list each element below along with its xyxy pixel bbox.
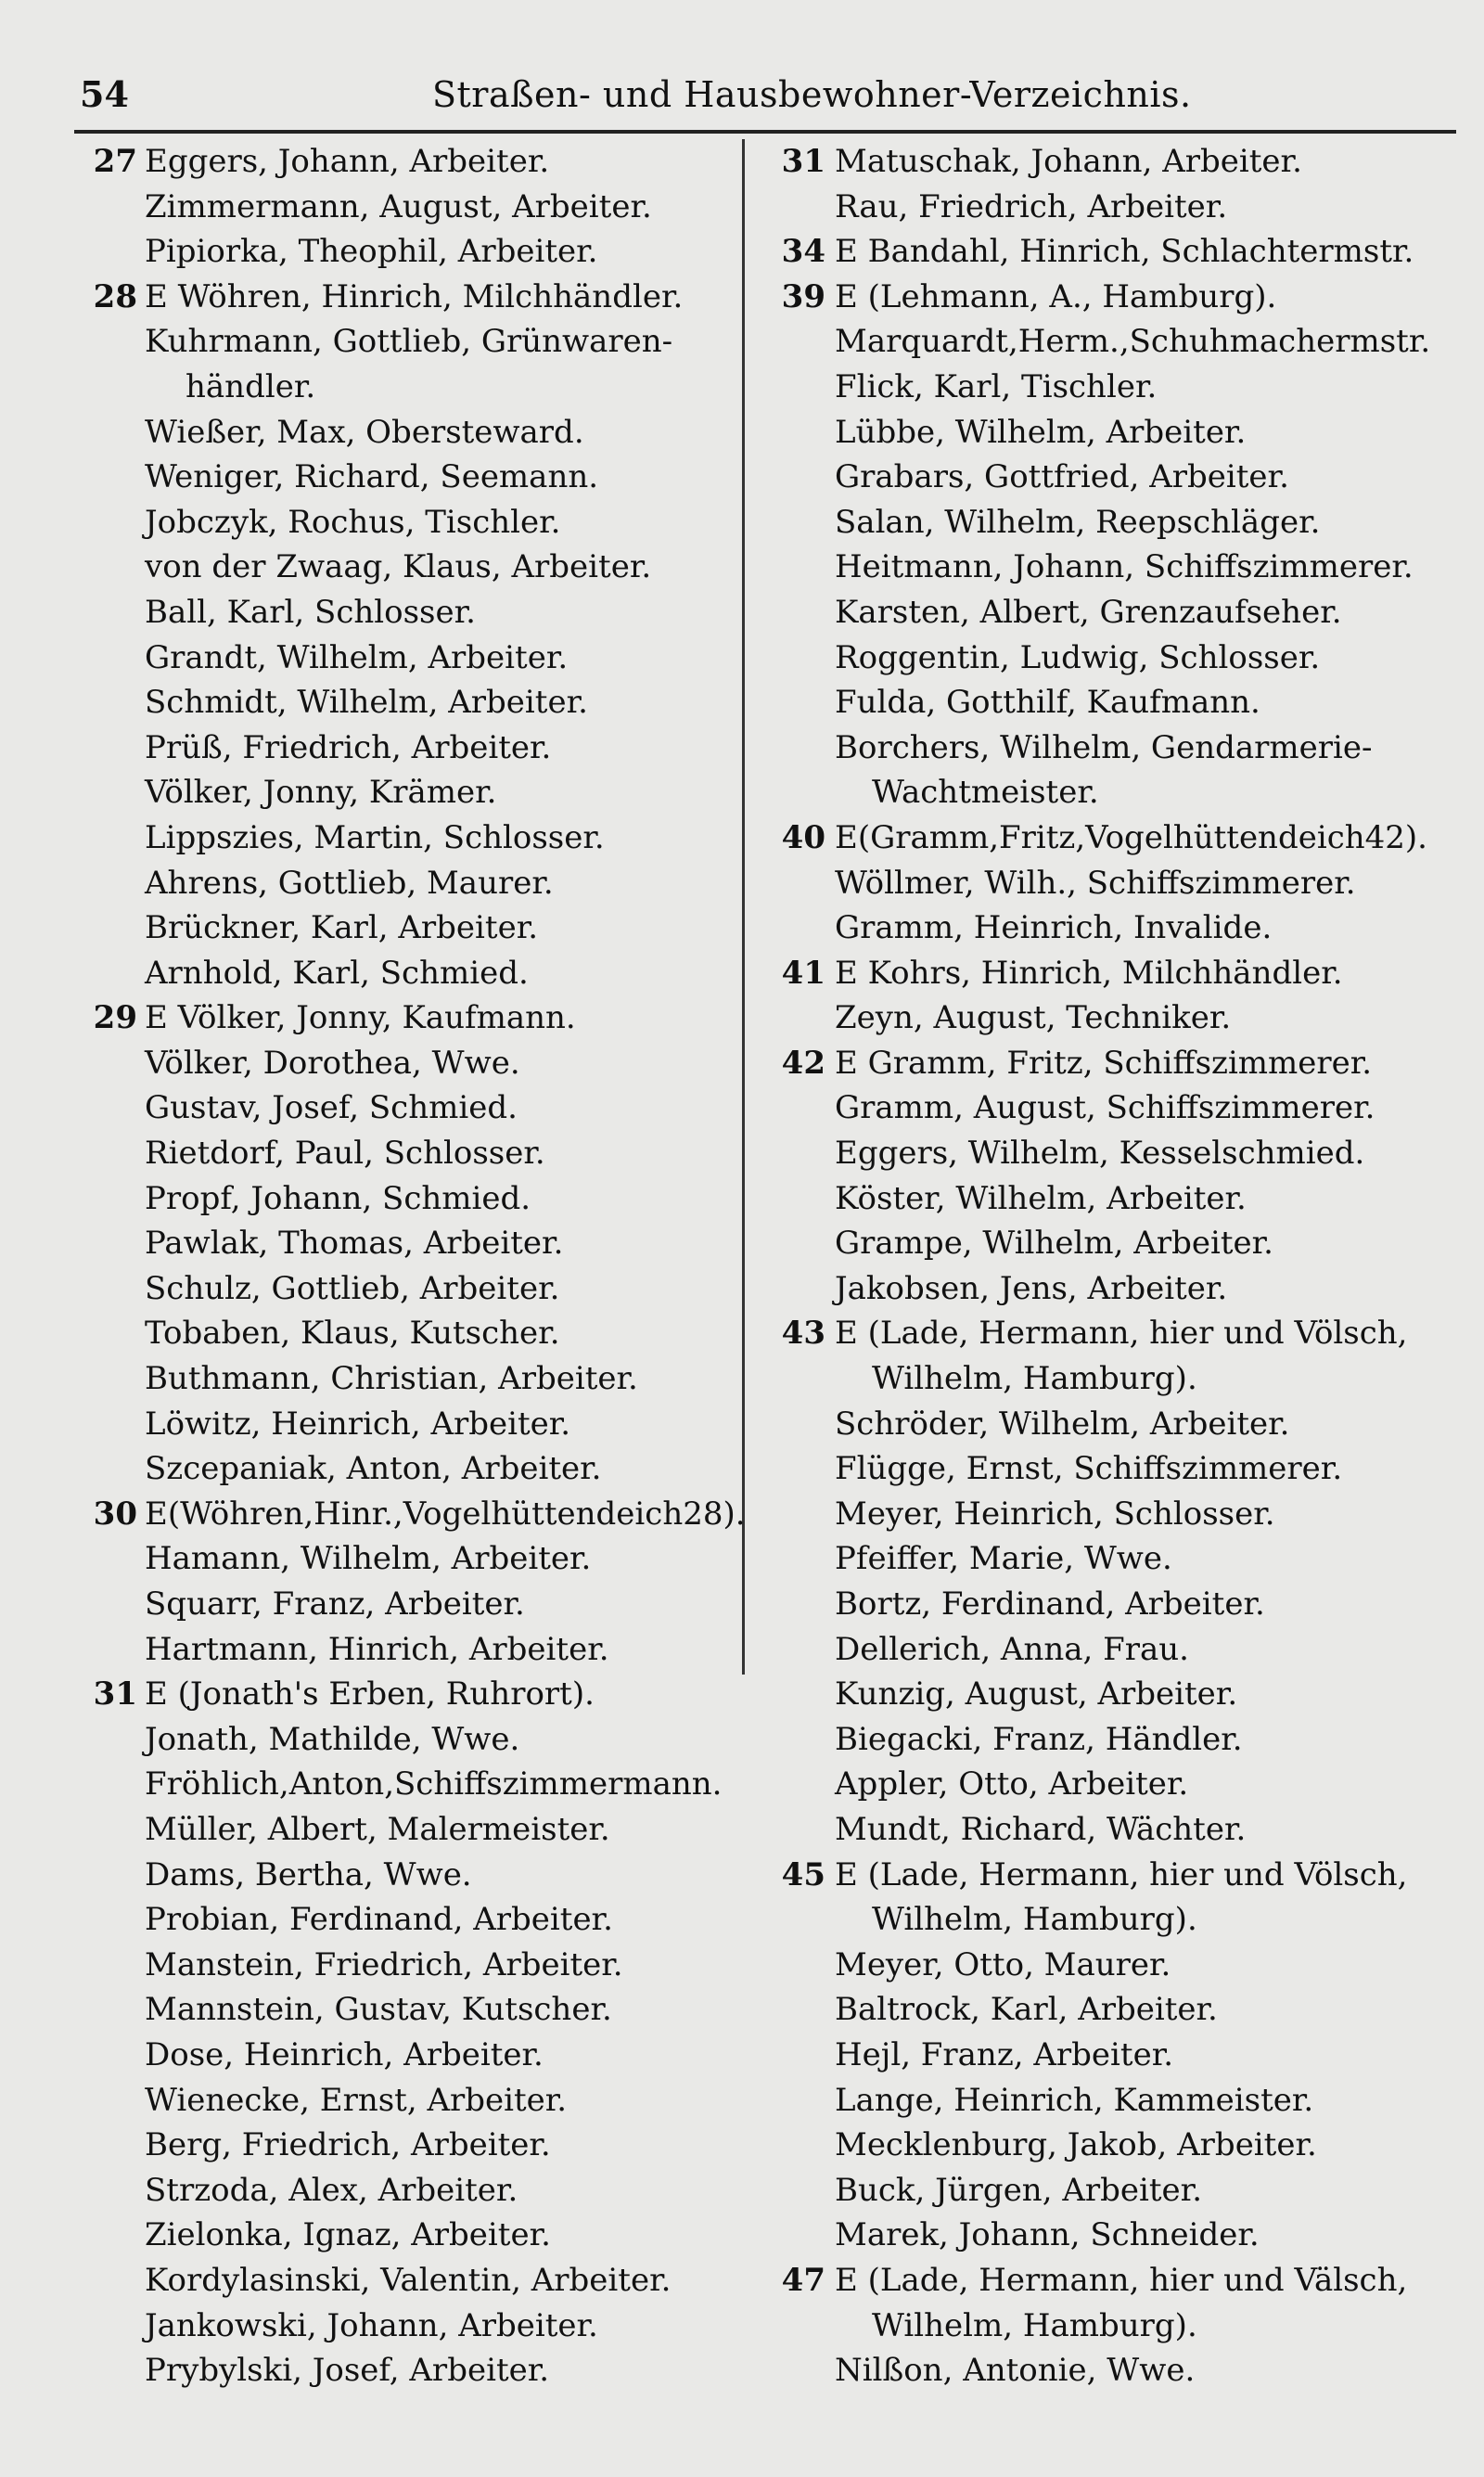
directory-entry xyxy=(65,1266,733,1312)
directory-entry xyxy=(65,1131,733,1176)
resident-entry: E (Lade, Hermann, hier und Völsch, xyxy=(835,1855,1408,1893)
directory-entry xyxy=(65,1582,733,1627)
directory-entry xyxy=(65,815,733,861)
resident-entry: Zeyn, August, Techniker. xyxy=(835,999,1232,1037)
running-title: Straßen- und Hausbewohner-Verzeichnis. xyxy=(432,74,1192,115)
house-number: 42 xyxy=(781,1044,825,1082)
resident-entry: Pfeiffer, Marie, Wwe. xyxy=(835,1540,1172,1578)
resident-entry: Dose, Heinrich, Arbeiter. xyxy=(145,2035,544,2073)
directory-entry xyxy=(65,545,733,590)
resident-entry: Berg, Friedrich, Arbeiter. xyxy=(145,2126,551,2164)
resident-entry: E (Lehmann, A., Hamburg). xyxy=(835,277,1277,315)
resident-entry: Eggers, Wilhelm, Kesselschmied. xyxy=(835,1135,1365,1173)
page-number: 54 xyxy=(80,73,129,115)
house-number: 28 xyxy=(93,277,137,315)
house-number: 31 xyxy=(93,1675,137,1713)
directory-entry xyxy=(65,1897,733,1943)
directory-entry xyxy=(65,185,733,230)
resident-entry: E (Jonath's Erben, Ruhrort). xyxy=(145,1675,595,1713)
directory-entry xyxy=(65,1176,733,1222)
directory-entry xyxy=(65,951,733,996)
column-divider xyxy=(742,139,745,1675)
resident-entry: Prüß, Friedrich, Arbeiter. xyxy=(145,728,552,766)
resident-entry: Buthmann, Christian, Arbeiter. xyxy=(145,1360,638,1398)
resident-entry: Schulz, Gottlieb, Arbeiter. xyxy=(145,1269,560,1307)
directory-entry xyxy=(770,861,1456,906)
directory-entry xyxy=(65,1446,733,1492)
directory-entry xyxy=(65,1717,733,1763)
resident-entry: Wachtmeister. xyxy=(872,774,1099,812)
resident-entry: E Gramm, Fritz, Schiffszimmerer. xyxy=(835,1044,1373,1082)
directory-entry xyxy=(770,1085,1456,1131)
directory-entry xyxy=(65,410,733,456)
resident-entry: E Wöhren, Hinrich, Milchhändler. xyxy=(145,277,684,315)
resident-entry: Hartmann, Hinrich, Arbeiter. xyxy=(145,1630,609,1668)
directory-entry xyxy=(65,319,733,365)
directory-entry xyxy=(770,365,1456,410)
directory-entry xyxy=(65,995,733,1041)
directory-entry xyxy=(65,1762,733,1807)
directory-entry xyxy=(65,1672,733,1717)
house-number: 29 xyxy=(93,999,137,1037)
resident-entry: Ball, Karl, Schlosser. xyxy=(145,593,476,631)
resident-entry: Appler, Otto, Arbeiter. xyxy=(835,1765,1189,1803)
directory-entry xyxy=(65,1853,733,1898)
directory-entry xyxy=(770,1897,1456,1943)
resident-entry: Kuhrmann, Gottlieb, Grünwaren- xyxy=(145,323,673,361)
house-number: 43 xyxy=(781,1315,825,1353)
directory-entry xyxy=(770,635,1456,681)
directory-entry xyxy=(770,1853,1456,1898)
resident-entry: E(Gramm,Fritz,Vogelhüttendeich42). xyxy=(835,818,1427,856)
directory-entry xyxy=(770,1627,1456,1673)
resident-entry: Strzoda, Alex, Arbeiter. xyxy=(145,2171,518,2209)
directory-entry xyxy=(65,635,733,681)
resident-entry: Eggers, Johann, Arbeiter. xyxy=(145,143,550,180)
resident-entry: Matuschak, Johann, Arbeiter. xyxy=(835,143,1302,180)
resident-entry: Probian, Ferdinand, Arbeiter. xyxy=(145,1901,613,1939)
directory-entry xyxy=(770,2258,1456,2304)
resident-entry: Nilßon, Antonie, Wwe. xyxy=(835,2352,1196,2390)
resident-entry: Pawlak, Thomas, Arbeiter. xyxy=(145,1225,564,1263)
resident-entry: Propf, Johann, Schmied. xyxy=(145,1179,531,1217)
resident-entry: Müller, Albert, Malermeister. xyxy=(145,1810,610,1848)
resident-entry: Wilhelm, Hamburg). xyxy=(872,1901,1197,1939)
directory-entry xyxy=(65,139,733,185)
directory-entry xyxy=(65,1221,733,1266)
resident-entry: Prybylski, Josef, Arbeiter. xyxy=(145,2352,550,2390)
directory-entry xyxy=(770,2168,1456,2214)
resident-entry: Ahrens, Gottlieb, Maurer. xyxy=(145,864,554,902)
house-number: 41 xyxy=(781,954,825,992)
resident-entry: Wießer, Max, Obersteward. xyxy=(145,413,584,451)
resident-entry: Köster, Wilhelm, Arbeiter. xyxy=(835,1179,1247,1217)
resident-entry: Dellerich, Anna, Frau. xyxy=(835,1630,1189,1668)
house-number: 34 xyxy=(781,233,825,271)
right-column xyxy=(770,139,1456,2394)
directory-entry xyxy=(65,770,733,815)
resident-entry: Salan, Wilhelm, Reepschläger. xyxy=(835,503,1321,541)
directory-entry xyxy=(770,1492,1456,1537)
resident-entry: Bortz, Ferdinand, Arbeiter. xyxy=(835,1585,1265,1623)
resident-entry: Fulda, Gotthilf, Kaufmann. xyxy=(835,684,1260,722)
directory-entry xyxy=(65,1536,733,1582)
resident-entry: Rietdorf, Paul, Schlosser. xyxy=(145,1135,545,1173)
resident-entry: Gramm, Heinrich, Invalide. xyxy=(835,909,1273,947)
resident-entry: E Bandahl, Hinrich, Schlachtermstr. xyxy=(835,233,1414,271)
directory-entry xyxy=(65,861,733,906)
resident-entry: Lippszies, Martin, Schlosser. xyxy=(145,818,605,856)
resident-entry: Wöllmer, Wilh., Schiffszimmerer. xyxy=(835,864,1356,902)
resident-entry: Mecklenburg, Jakob, Arbeiter. xyxy=(835,2126,1317,2164)
resident-entry: Weniger, Richard, Seemann. xyxy=(145,458,599,496)
directory-entry xyxy=(770,1176,1456,1222)
directory-entry xyxy=(65,365,733,410)
directory-entry xyxy=(770,725,1456,771)
directory-entry xyxy=(770,500,1456,545)
directory-entry xyxy=(65,680,733,725)
directory-entry xyxy=(65,1492,746,1537)
house-number: 40 xyxy=(781,818,825,856)
directory-entry xyxy=(770,275,1456,320)
directory-entry xyxy=(65,2348,733,2394)
directory-entry xyxy=(65,725,733,771)
resident-entry: Fröhlich,Anton,Schiffszimmermann. xyxy=(145,1765,723,1803)
directory-entry xyxy=(770,2078,1456,2124)
directory-entry xyxy=(770,1446,1456,1492)
directory-entry xyxy=(770,185,1456,230)
directory-entry xyxy=(770,2123,1456,2168)
directory-entry xyxy=(770,2348,1456,2394)
directory-entry xyxy=(770,1807,1456,1853)
resident-entry: Wilhelm, Hamburg). xyxy=(872,1360,1197,1398)
resident-entry: Meyer, Heinrich, Schlosser. xyxy=(835,1495,1275,1533)
directory-entry xyxy=(65,2033,733,2078)
resident-entry: Kunzig, August, Arbeiter. xyxy=(835,1675,1238,1713)
directory-entry xyxy=(770,1943,1456,1988)
directory-entry xyxy=(65,2213,733,2258)
resident-entry: Jankowski, Johann, Arbeiter. xyxy=(145,2306,598,2344)
directory-entry xyxy=(770,951,1456,996)
directory-entry xyxy=(770,1041,1456,1086)
resident-entry: Buck, Jürgen, Arbeiter. xyxy=(835,2171,1202,2209)
directory-entry xyxy=(770,410,1456,456)
resident-entry: Flügge, Ernst, Schiffszimmerer. xyxy=(835,1450,1343,1488)
directory-entry xyxy=(770,2304,1456,2349)
resident-entry: Arnhold, Karl, Schmied. xyxy=(145,954,529,992)
directory-entry xyxy=(770,680,1456,725)
resident-entry: Jakobsen, Jens, Arbeiter. xyxy=(835,1269,1228,1307)
directory-entry xyxy=(65,905,733,951)
resident-entry: Manstein, Friedrich, Arbeiter. xyxy=(145,1945,623,1983)
directory-entry xyxy=(770,139,1456,185)
resident-entry: Grabars, Gottfried, Arbeiter. xyxy=(835,458,1289,496)
resident-entry: Tobaben, Klaus, Kutscher. xyxy=(145,1315,560,1353)
directory-entry xyxy=(65,275,733,320)
directory-entry xyxy=(770,455,1456,500)
directory-entry xyxy=(65,455,733,500)
resident-entry: händler. xyxy=(186,367,316,405)
resident-entry: Dams, Bertha, Wwe. xyxy=(145,1855,472,1893)
resident-entry: Hamann, Wilhelm, Arbeiter. xyxy=(145,1540,592,1578)
directory-entry xyxy=(65,500,733,545)
house-number: 47 xyxy=(781,2261,825,2299)
directory-entry xyxy=(65,1807,733,1853)
resident-entry: Lübbe, Wilhelm, Arbeiter. xyxy=(835,413,1247,451)
directory-entry xyxy=(770,1356,1456,1402)
directory-entry xyxy=(65,2258,733,2304)
resident-entry: Karsten, Albert, Grenzaufseher. xyxy=(835,593,1342,631)
directory-entry xyxy=(770,319,1456,365)
resident-entry: Rau, Friedrich, Arbeiter. xyxy=(835,187,1228,225)
directory-entry xyxy=(770,905,1456,951)
directory-entry xyxy=(65,1402,733,1447)
resident-entry: Mannstein, Gustav, Kutscher. xyxy=(145,1991,612,2029)
resident-entry: Szcepaniak, Anton, Arbeiter. xyxy=(145,1450,602,1488)
resident-entry: Hejl, Franz, Arbeiter. xyxy=(835,2035,1174,2073)
resident-entry: Marquardt,Herm.,Schuhmachermstr. xyxy=(835,323,1431,361)
directory-entry xyxy=(770,1672,1456,1717)
resident-entry: Wilhelm, Hamburg). xyxy=(872,2306,1197,2344)
directory-entry xyxy=(65,1943,733,1988)
resident-entry: von der Zwaag, Klaus, Arbeiter. xyxy=(145,548,652,586)
directory-entry xyxy=(770,1536,1456,1582)
resident-entry: Kordylasinski, Valentin, Arbeiter. xyxy=(145,2261,672,2299)
directory-entry xyxy=(770,1402,1456,1447)
page-header xyxy=(80,67,1452,122)
resident-entry: E(Wöhren,Hinr.,Vogelhüttendeich28). xyxy=(145,1495,746,1533)
left-column xyxy=(65,139,746,2394)
resident-entry: Baltrock, Karl, Arbeiter. xyxy=(835,1991,1218,2029)
directory-entry xyxy=(65,2123,733,2168)
directory-entry xyxy=(770,1987,1456,2033)
resident-entry: E Völker, Jonny, Kaufmann. xyxy=(145,999,576,1037)
resident-entry: Mundt, Richard, Wächter. xyxy=(835,1810,1247,1848)
directory-entry xyxy=(770,2033,1456,2078)
resident-entry: Borchers, Wilhelm, Gendarmerie- xyxy=(835,728,1373,766)
resident-entry: Grampe, Wilhelm, Arbeiter. xyxy=(835,1225,1273,1263)
directory-entry xyxy=(65,1085,733,1131)
resident-entry: Lange, Heinrich, Kammeister. xyxy=(835,2081,1314,2119)
resident-entry: Schröder, Wilhelm, Arbeiter. xyxy=(835,1405,1290,1443)
resident-entry: Flick, Karl, Tischler. xyxy=(835,367,1158,405)
directory-entry xyxy=(65,2304,733,2349)
directory-entry xyxy=(65,1987,733,2033)
directory-entry xyxy=(770,590,1456,635)
directory-entry xyxy=(65,1041,733,1086)
resident-entry: Marek, Johann, Schneider. xyxy=(835,2216,1260,2254)
house-number: 27 xyxy=(93,143,137,180)
directory-entry xyxy=(65,1627,733,1673)
directory-entry xyxy=(770,1131,1456,1176)
resident-entry: Pipiorka, Theophil, Arbeiter. xyxy=(145,233,598,271)
resident-entry: Biegacki, Franz, Händler. xyxy=(835,1720,1243,1758)
directory-entry xyxy=(65,2168,733,2214)
resident-entry: Meyer, Otto, Maurer. xyxy=(835,1945,1171,1983)
directory-entry xyxy=(770,1311,1456,1356)
resident-entry: Heitmann, Johann, Schiffszimmerer. xyxy=(835,548,1414,586)
directory-entry xyxy=(65,229,733,275)
house-number: 31 xyxy=(781,143,825,180)
header-rule xyxy=(74,130,1456,134)
resident-entry: Schmidt, Wilhelm, Arbeiter. xyxy=(145,684,588,722)
resident-entry: Löwitz, Heinrich, Arbeiter. xyxy=(145,1405,571,1443)
directory-entry xyxy=(770,545,1456,590)
resident-entry: Zimmermann, August, Arbeiter. xyxy=(145,187,652,225)
resident-entry: E (Lade, Hermann, hier und Välsch, xyxy=(835,2261,1408,2299)
directory-entry xyxy=(770,770,1456,815)
house-number: 39 xyxy=(781,277,825,315)
resident-entry: E Kohrs, Hinrich, Milchhändler. xyxy=(835,954,1343,992)
directory-entry xyxy=(65,1311,733,1356)
directory-entry xyxy=(770,2213,1456,2258)
resident-entry: Squarr, Franz, Arbeiter. xyxy=(145,1585,525,1623)
resident-entry: Völker, Dorothea, Wwe. xyxy=(145,1044,520,1082)
directory-entry xyxy=(770,1266,1456,1312)
directory-entry xyxy=(65,1356,733,1402)
directory-entry xyxy=(65,2078,733,2124)
directory-entry xyxy=(770,229,1456,275)
resident-entry: Gramm, August, Schiffszimmerer. xyxy=(835,1089,1375,1127)
directory-entry xyxy=(770,995,1456,1041)
resident-entry: Jobczyk, Rochus, Tischler. xyxy=(145,503,561,541)
house-number: 45 xyxy=(781,1855,825,1893)
resident-entry: Wienecke, Ernst, Arbeiter. xyxy=(145,2081,568,2119)
resident-entry: E (Lade, Hermann, hier und Völsch, xyxy=(835,1315,1408,1353)
resident-entry: Brückner, Karl, Arbeiter. xyxy=(145,909,539,947)
directory-entry xyxy=(770,815,1456,861)
directory-entry xyxy=(770,1717,1456,1763)
resident-entry: Völker, Jonny, Krämer. xyxy=(145,774,497,812)
resident-entry: Grandt, Wilhelm, Arbeiter. xyxy=(145,638,569,676)
resident-entry: Gustav, Josef, Schmied. xyxy=(145,1089,518,1127)
directory-entry xyxy=(770,1582,1456,1627)
house-number: 30 xyxy=(93,1495,137,1533)
directory-entry xyxy=(65,590,733,635)
resident-entry: Roggentin, Ludwig, Schlosser. xyxy=(835,638,1321,676)
resident-entry: Jonath, Mathilde, Wwe. xyxy=(145,1720,520,1758)
directory-entry xyxy=(770,1762,1456,1807)
resident-entry: Zielonka, Ignaz, Arbeiter. xyxy=(145,2216,551,2254)
directory-entry xyxy=(770,1221,1456,1266)
